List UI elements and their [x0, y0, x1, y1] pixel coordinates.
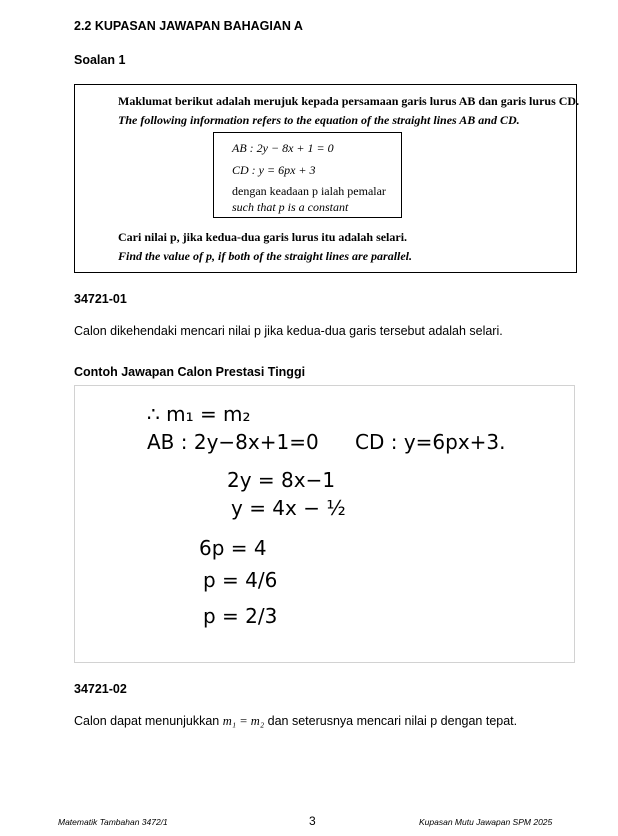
task-line-ms: Cari nilai p, jika kedua-dua garis lurus itu adalah selari.: [118, 230, 408, 244]
footer-left: Matematik Tambahan 3472/1: [58, 817, 168, 827]
code-1: 34721-01: [74, 292, 127, 306]
comment-1: Calon dikehendaki mencari nilai p jika kedua-dua garis tersebut adalah selari.: [74, 324, 503, 338]
hw-line-rearrange: 2y = 8x−1: [227, 468, 336, 492]
hw-line-6p: 6p = 4: [199, 536, 267, 560]
equation-ab: AB : 2y − 8x + 1 = 0: [232, 141, 334, 155]
task-line-en: Find the value of p, if both of the straight lines are parallel.: [118, 249, 413, 263]
page-number: 3: [309, 814, 316, 828]
hw-line-ab: AB : 2y−8x+1=0: [147, 430, 319, 454]
handwritten-answer-box: [74, 385, 575, 663]
section-heading: 2.2 KUPASAN JAWAPAN BAHAGIAN A: [74, 19, 303, 33]
hw-line-gradient: ∴ m₁ = m₂: [147, 402, 251, 426]
code-2: 34721-02: [74, 682, 127, 696]
comment-2: [74, 714, 517, 729]
comment-2-post: dan seterusnya mencari nilai p dengan tepat.: [267, 714, 518, 728]
hw-line-cd: CD : y=6px+3.: [355, 430, 506, 454]
question-title: Soalan 1: [74, 53, 126, 67]
question-line-ms: Maklumat berikut adalah merujuk kepada persamaan garis lurus AB dan garis lurus CD.: [118, 94, 580, 108]
equation-cd: CD : y = 6px + 3: [232, 163, 316, 177]
sample-answer-title: Contoh Jawapan Calon Prestasi Tinggi: [74, 365, 306, 379]
condition-ms: dengan keadaan p ialah pemalar: [232, 184, 386, 198]
comment-2-math: m₁ = m₂: [222, 714, 265, 728]
hw-line-p-frac: p = 4/6: [203, 568, 278, 592]
comment-2-pre: Calon dapat menunjukkan: [74, 714, 220, 728]
question-line-en: The following information refers to the equation of the straight lines AB and CD.: [118, 113, 520, 127]
condition-en: such that p is a constant: [232, 200, 349, 214]
hw-line-y: y = 4x − ½: [231, 496, 346, 520]
footer-right: Kupasan Mutu Jawapan SPM 2025: [419, 817, 553, 827]
hw-line-p-answer: p = 2/3: [203, 604, 278, 628]
